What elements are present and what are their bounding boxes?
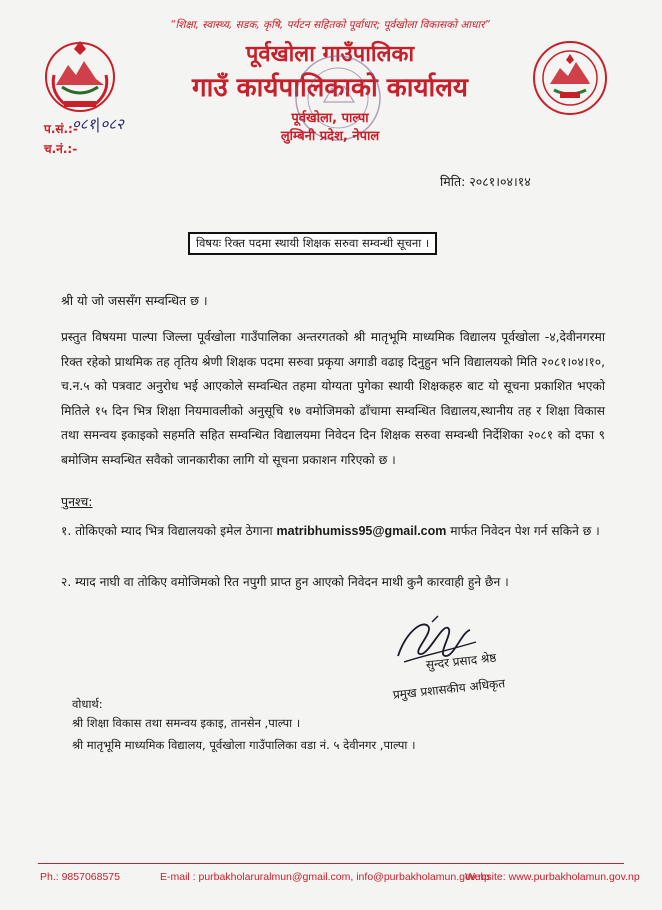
letter-date: मिति: २०८१।०४।१४ — [440, 174, 531, 189]
cc-heading: वोधार्थ: — [72, 697, 103, 711]
signatory-title: प्रमुख प्रशासकीय अधिकृत — [392, 676, 506, 702]
letterhead-motto: “शिक्षा, स्वास्थ्य, सडक, कृषि, पर्यटन सहितको पूर्वाधार; पूर्वखोला विकासको आधार” — [170, 19, 490, 31]
subject-line: विषयः रिक्त पदमा स्थायी शिक्षक सरुवा सम्वन्धी सूचना । — [188, 232, 437, 255]
footer-divider — [38, 863, 624, 864]
postscript-item-2: २. म्याद नाघी वा तोकिए वमोजिमको रित नपुगी प्राप्त हुन आएको निवेदन माथी कुनै कारवाही हुने छैन । — [61, 575, 509, 589]
notice-body: प्रस्तुत विषयमा पाल्पा जिल्ला पूर्वखोला गाउँपालिका अन्तरगतको श्री मातृभूमि माध्यमिक विद्यालय पूर्वखोला -४,देवीनगरमा रिक्त रहेको प्राथमिक तह तृतिय श्रेणी शिक्षक पदमा सरुवा प्रकृया अगाडी वढाइ दिनुहुन भनि विद्यालयको मिति २०८१।०४।१०, च.न.५ को पत्रवाट अनुरोध भई आएकोले सम्वन्धित तहमा योग्यता पुगेका स्थायी शिक्षकहरु बाट यो सूचना प्रकाशित भएको मितिले १५ दिन भित्र शिक्षा नियमावलीको अनुसूचि १७ वमोजिमको ढाँचामा सम्वन्धित विद्यालय,स्थानीय तह र शिक्षा विकास तथा समन्वय इकाइको सहमति सहित सम्वन्धित विद्यालयमा निवेदन दिन शिक्षक सरुवा सम्वन्धी निर्देशिका २०८१ को दफा ९ बमोजिम सम्वन्धित सवैको जानकारीका लागि यो सूचना प्रकाशन गरिएको छ । — [61, 330, 605, 467]
office-address-line1: पूर्वखोला, पाल्पा — [291, 111, 369, 126]
school-email: matribhumiss95@gmail.com — [276, 524, 447, 538]
office-name: पूर्वखोला गाउँपालिका — [245, 42, 415, 67]
letter-number-value: ०८१|०८२ — [72, 115, 124, 133]
postscript-item-1-text: १. तोकिएको म्याद भित्र विद्यालयको इमेल ठेगाना — [61, 524, 273, 538]
postscript-heading: पुनश्च: — [61, 494, 93, 509]
footer-phone: Ph.: 9857068575 — [40, 871, 120, 883]
cc-line-1: श्री शिक्षा विकास तथा समन्वय इकाइ, तानसेन ,पाल्पा । — [72, 716, 301, 730]
municipality-logo-icon — [530, 38, 610, 118]
office-subtitle: गाउँ कार्यपालिकाको कार्यालय — [192, 73, 468, 103]
footer-website: Website: www.purbakholamun.gov.np — [465, 871, 640, 883]
signatory-name: सुन्दर प्रसाद श्रेष्ठ — [425, 650, 498, 672]
nepal-emblem-icon — [40, 35, 120, 115]
cc-line-2: श्री मातृभूमि माध्यमिक विद्यालय, पूर्वखोला गाउँपालिका वडा नं. ५ देवीनगर ,पाल्पा । — [72, 738, 416, 752]
postscript-item-1-text-end: मार्फत निवेदन पेश गर्न सकिने छ । — [450, 524, 600, 538]
office-address-line2: लुम्बिनी प्रदेश, नेपाल — [280, 129, 380, 144]
letter-number-label: प.सं.:- — [44, 122, 78, 136]
postscript-item-1 — [61, 520, 605, 542]
footer-email: E-mail : purbakholaruralmun@gmail.com, info@purbakholamun.gov.np — [160, 871, 490, 883]
dispatch-number-label: च.नं.:- — [44, 142, 78, 156]
salutation: श्री यो जो जससँग सम्वन्धित छ । — [61, 293, 208, 308]
